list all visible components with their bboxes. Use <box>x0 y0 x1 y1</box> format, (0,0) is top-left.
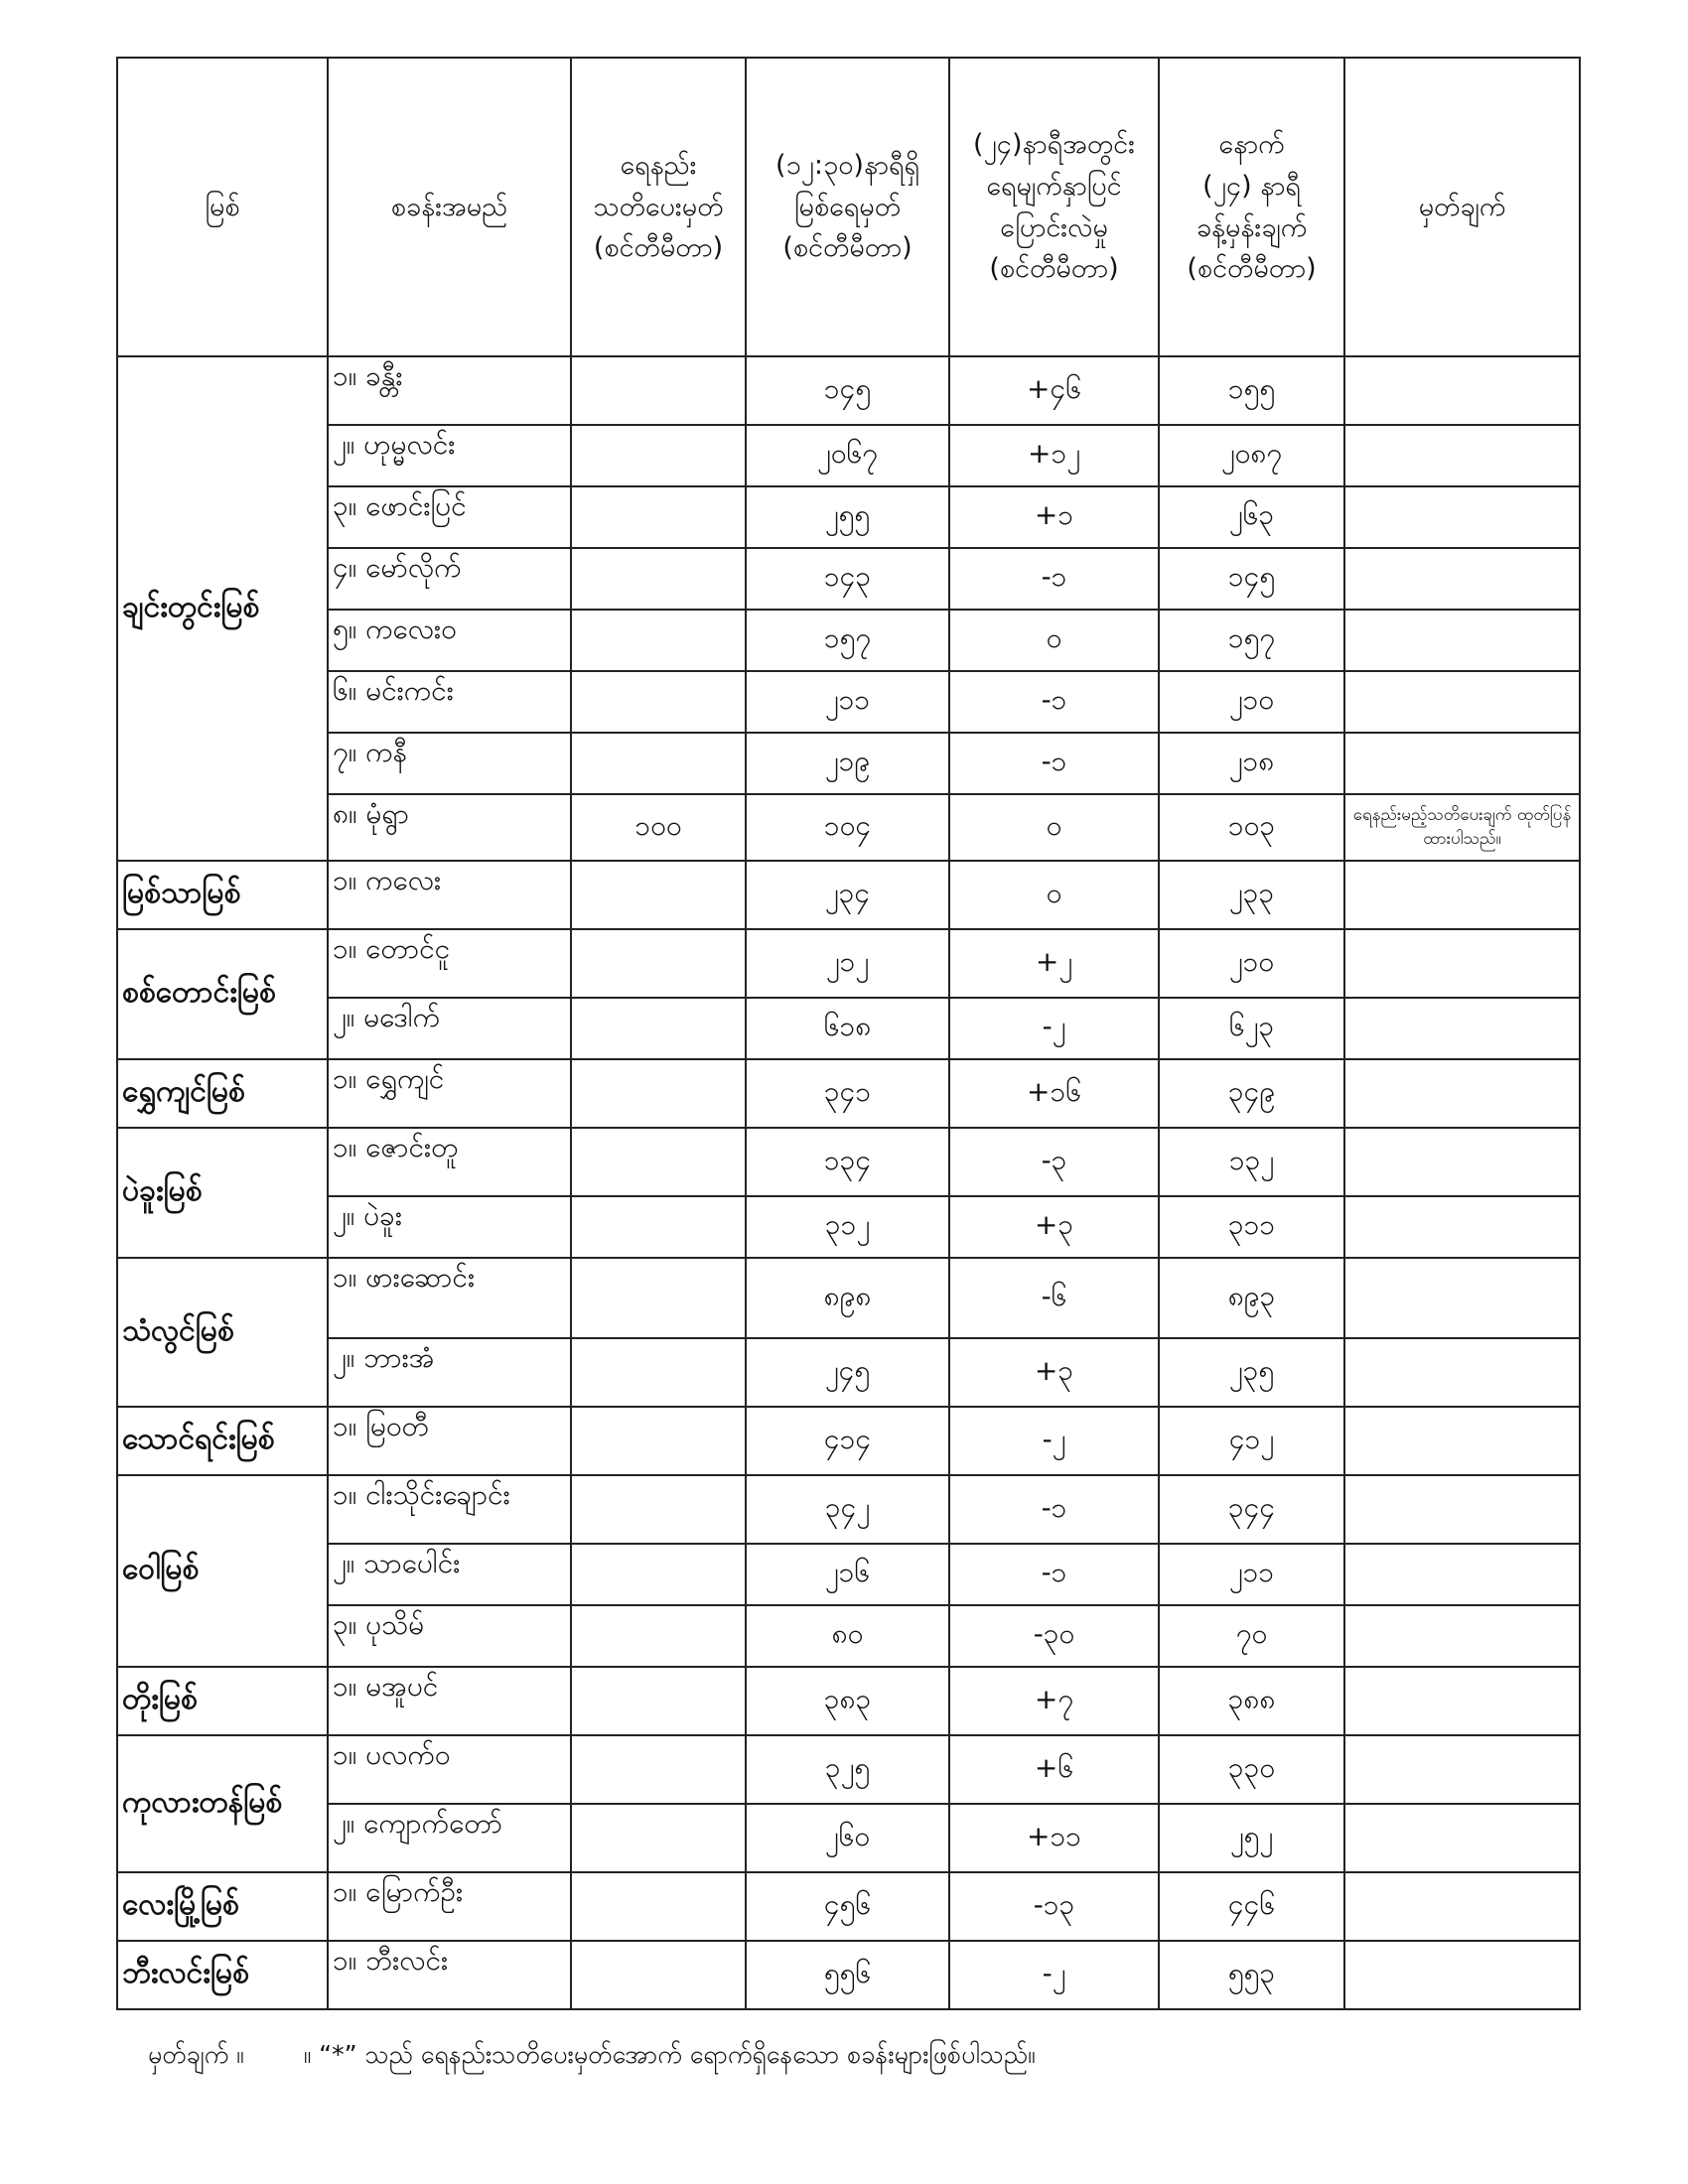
change-cell: -၁ <box>949 733 1159 794</box>
forecast-cell: ၃၄၄ <box>1159 1475 1344 1544</box>
level-cell: ၂၁၉ <box>746 733 949 794</box>
change-cell: +၁၆ <box>949 1059 1159 1128</box>
remark-cell <box>1344 1258 1580 1338</box>
table-row <box>117 486 1580 548</box>
change-cell: +၇ <box>949 1667 1159 1735</box>
remark-cell <box>1344 671 1580 733</box>
header-line: (၂၄) နာရီ <box>1202 170 1301 202</box>
change-cell: -၂ <box>949 1941 1159 2009</box>
level-cell: ၂၀၆၇ <box>746 425 949 486</box>
warning-cell <box>571 356 746 425</box>
river-name: ချင်းတွင်းမြစ် <box>117 356 328 861</box>
river-name: ဝေါမြစ် <box>117 1475 328 1667</box>
header-line: (စင်တီမီတာ) <box>593 232 724 264</box>
change-cell: +၁၂ <box>949 425 1159 486</box>
river-name: မြစ်သာမြစ် <box>117 861 328 929</box>
warning-cell <box>571 1735 746 1804</box>
table-row <box>117 1475 1580 1544</box>
remark-cell <box>1344 1128 1580 1196</box>
change-cell: -၁ <box>949 1544 1159 1605</box>
change-cell: +၂ <box>949 929 1159 998</box>
river-name: ပဲခူးမြစ် <box>117 1128 328 1258</box>
level-cell: ၄၅၆ <box>746 1872 949 1941</box>
remark-cell <box>1344 998 1580 1059</box>
warning-cell <box>571 1338 746 1407</box>
level-cell: ၂၅၅ <box>746 486 949 548</box>
level-cell: ၆၁၈ <box>746 998 949 1059</box>
forecast-cell: ၇၀ <box>1159 1605 1344 1667</box>
level-cell: ၁၅၇ <box>746 610 949 671</box>
change-cell: +၃ <box>949 1338 1159 1407</box>
forecast-cell: ၅၅၃ <box>1159 1941 1344 2009</box>
forecast-cell: ၂၃၃ <box>1159 861 1344 929</box>
remark-cell <box>1344 1059 1580 1128</box>
station-name: ၁။ ဇောင်းတူ <box>328 1128 571 1196</box>
river-name: သံလွင်မြစ် <box>117 1258 328 1407</box>
level-cell: ၁၃၄ <box>746 1128 949 1196</box>
forecast-cell: ၄၁၂ <box>1159 1407 1344 1475</box>
warning-cell <box>571 548 746 610</box>
station-name: ၆။ မင်းကင်း <box>328 671 571 733</box>
level-cell: ၂၁၁ <box>746 671 949 733</box>
warning-cell <box>571 1128 746 1196</box>
table-row <box>117 1941 1580 2009</box>
warning-cell <box>571 1059 746 1128</box>
river-name: တိုးမြစ် <box>117 1667 328 1735</box>
level-cell: ၁၄၅ <box>746 356 949 425</box>
table-row <box>117 425 1580 486</box>
table-row <box>117 610 1580 671</box>
station-name: ၁။ တောင်ငူ <box>328 929 571 998</box>
header-line: ရေမျက်နှာပြင် <box>986 170 1122 202</box>
header-line: သတိပေးမှတ် <box>593 191 724 222</box>
station-name: ၂။ ဘားအံ <box>328 1338 571 1407</box>
header-line: ရေနည်း <box>620 149 697 181</box>
warning-cell <box>571 733 746 794</box>
remark-cell <box>1344 1804 1580 1872</box>
level-cell: ၃၄၁ <box>746 1059 949 1128</box>
forecast-cell: ၃၁၁ <box>1159 1196 1344 1258</box>
warning-cell <box>571 998 746 1059</box>
forecast-cell: ၃၃၀ <box>1159 1735 1344 1804</box>
station-name: ၁။ ရွှေကျင် <box>328 1059 571 1128</box>
station-name: ၁။ မြဝတီ <box>328 1407 571 1475</box>
remark-cell <box>1344 1475 1580 1544</box>
forecast-cell: ၃၈၈ <box>1159 1667 1344 1735</box>
header-line: (စင်တီမီတာ) <box>989 253 1119 285</box>
warning-cell <box>571 861 746 929</box>
water-level-table <box>116 57 1581 2010</box>
river-name: လေးမြို့မြစ် <box>117 1872 328 1941</box>
table-row <box>117 1128 1580 1196</box>
header-line: ခန့်မှန်းချက် <box>1196 211 1308 243</box>
change-cell: ၀ <box>949 861 1159 929</box>
header-river <box>117 58 328 356</box>
warning-cell <box>571 1804 746 1872</box>
forecast-cell: ၄၄၆ <box>1159 1872 1344 1941</box>
river-name: ကုလားတန်မြစ် <box>117 1735 328 1872</box>
table-row <box>117 1735 1580 1804</box>
header-line: (၂၄)နာရီအတွင်း <box>972 128 1135 160</box>
station-name: ၂။ သာပေါင်း <box>328 1544 571 1605</box>
level-cell: ၈၉၈ <box>746 1258 949 1338</box>
table-row <box>117 1258 1580 1338</box>
remark-cell <box>1344 486 1580 548</box>
header-change-24h <box>949 58 1159 356</box>
table-body <box>117 356 1580 2009</box>
level-cell: ၂၆၀ <box>746 1804 949 1872</box>
change-cell: +၁ <box>949 486 1159 548</box>
station-name: ၁။ ကလေး <box>328 861 571 929</box>
remark-cell <box>1344 929 1580 998</box>
river-name: ရွှေကျင်မြစ် <box>117 1059 328 1128</box>
remark-cell <box>1344 861 1580 929</box>
header-remarks <box>1344 58 1580 356</box>
forecast-cell: ၁၅၇ <box>1159 610 1344 671</box>
station-name: ၅။ ကလေးဝ <box>328 610 571 671</box>
remark-cell: ရေနည်းမည့်သတိပေးချက် ထုတ်ပြန်ထားပါသည်။ <box>1344 794 1580 861</box>
forecast-cell: ၂၀၈၇ <box>1159 425 1344 486</box>
warning-cell <box>571 1605 746 1667</box>
header-line: စခန်းအမည် <box>390 191 508 222</box>
warning-cell <box>571 929 746 998</box>
remark-cell <box>1344 1544 1580 1605</box>
level-cell: ၃၂၅ <box>746 1735 949 1804</box>
station-name: ၃။ ဖောင်းပြင် <box>328 486 571 548</box>
change-cell: +၁၁ <box>949 1804 1159 1872</box>
table-row <box>117 1872 1580 1941</box>
level-cell: ၄၁၄ <box>746 1407 949 1475</box>
warning-cell <box>571 1258 746 1338</box>
change-cell: -၁ <box>949 671 1159 733</box>
footnote <box>148 2039 1036 2076</box>
forecast-cell: ၁၄၅ <box>1159 548 1344 610</box>
table-row <box>117 1804 1580 1872</box>
level-cell: ၁၀၄ <box>746 794 949 861</box>
header-line: ပြောင်းလဲမှု <box>1000 211 1108 243</box>
remark-cell <box>1344 1735 1580 1804</box>
station-name: ၁။ ဖားဆောင်း <box>328 1258 571 1338</box>
change-cell: -၂ <box>949 998 1159 1059</box>
table-row <box>117 1544 1580 1605</box>
station-name: ၇။ ကနီ <box>328 733 571 794</box>
remark-cell <box>1344 425 1580 486</box>
station-name: ၃။ ပုသိမ် <box>328 1605 571 1667</box>
change-cell: +၄၆ <box>949 356 1159 425</box>
forecast-cell: ၂၁၀ <box>1159 671 1344 733</box>
header-line: (စင်တီမီတာ) <box>782 232 913 264</box>
river-name: စစ်တောင်းမြစ် <box>117 929 328 1059</box>
header-water-level <box>746 58 949 356</box>
table-row <box>117 733 1580 794</box>
remark-cell <box>1344 610 1580 671</box>
warning-cell <box>571 1872 746 1941</box>
table-row <box>117 998 1580 1059</box>
warning-cell <box>571 1407 746 1475</box>
header-line: မြစ် <box>205 191 240 222</box>
change-cell: -၁ <box>949 1475 1159 1544</box>
table-row <box>117 1605 1580 1667</box>
forecast-cell: ၆၂၃ <box>1159 998 1344 1059</box>
forecast-cell: ၁၃၂ <box>1159 1128 1344 1196</box>
forecast-cell: ၂၆၃ <box>1159 486 1344 548</box>
remark-cell <box>1344 1196 1580 1258</box>
remark-cell <box>1344 1605 1580 1667</box>
forecast-cell: ၂၅၂ <box>1159 1804 1344 1872</box>
station-name: ၂။ ဟုမ္မလင်း <box>328 425 571 486</box>
change-cell: +၃ <box>949 1196 1159 1258</box>
level-cell: ၂၁၂ <box>746 929 949 998</box>
remark-cell <box>1344 1407 1580 1475</box>
table-row <box>117 1196 1580 1258</box>
warning-cell <box>571 1196 746 1258</box>
warning-cell <box>571 1475 746 1544</box>
change-cell: -၃၀ <box>949 1605 1159 1667</box>
warning-cell <box>571 1941 746 2009</box>
remark-cell <box>1344 548 1580 610</box>
station-name: ၁။ မအူပင် <box>328 1667 571 1735</box>
station-name: ၂။ ကျောက်တော် <box>328 1804 571 1872</box>
level-cell: ၁၄၃ <box>746 548 949 610</box>
warning-cell <box>571 671 746 733</box>
table-row <box>117 1667 1580 1735</box>
forecast-cell: ၂၁၈ <box>1159 733 1344 794</box>
remark-cell <box>1344 1941 1580 2009</box>
table-row <box>117 794 1580 861</box>
station-name: ၁။ ငါးသိုင်းချောင်း <box>328 1475 571 1544</box>
header-line: မြစ်ရေမှတ် <box>793 191 902 222</box>
table-row <box>117 548 1580 610</box>
header-line: (စင်တီမီတာ) <box>1187 253 1317 285</box>
footnote-label: မှတ်ချက် ။ <box>148 2040 244 2069</box>
header-line: နောက် <box>1218 128 1285 160</box>
header-low-warning <box>571 58 746 356</box>
table-header-row <box>117 58 1580 356</box>
level-cell: ၃၄၂ <box>746 1475 949 1544</box>
river-name: ဘီးလင်းမြစ် <box>117 1941 328 2009</box>
level-cell: ၃၁၂ <box>746 1196 949 1258</box>
header-line: (၁၂:၃၀)နာရီရှိ <box>774 149 920 181</box>
level-cell: ၃၈၃ <box>746 1667 949 1735</box>
station-name: ၁။ မြောက်ဦး <box>328 1872 571 1941</box>
change-cell: -၆ <box>949 1258 1159 1338</box>
table-row <box>117 356 1580 425</box>
change-cell: ၀ <box>949 794 1159 861</box>
change-cell: -၂ <box>949 1407 1159 1475</box>
table-row <box>117 1407 1580 1475</box>
change-cell: +၆ <box>949 1735 1159 1804</box>
change-cell: -၁ <box>949 548 1159 610</box>
forecast-cell: ၁၅၅ <box>1159 356 1344 425</box>
header-forecast-24h <box>1159 58 1344 356</box>
table-row <box>117 1338 1580 1407</box>
table-row <box>117 929 1580 998</box>
change-cell: -၁၃ <box>949 1872 1159 1941</box>
station-name: ၁။ ခန္တီး <box>328 356 571 425</box>
station-name: ၂။ ပဲခူး <box>328 1196 571 1258</box>
header-station <box>328 58 571 356</box>
warning-cell: ၁၀၀ <box>571 794 746 861</box>
station-name: ၂။ မဒေါက် <box>328 998 571 1059</box>
river-name: သောင်ရင်းမြစ် <box>117 1407 328 1475</box>
warning-cell <box>571 425 746 486</box>
forecast-cell: ၂၁၀ <box>1159 929 1344 998</box>
warning-cell <box>571 1667 746 1735</box>
warning-cell <box>571 486 746 548</box>
table-row <box>117 1059 1580 1128</box>
remark-cell <box>1344 1667 1580 1735</box>
forecast-cell: ၃၄၉ <box>1159 1059 1344 1128</box>
remark-cell <box>1344 1872 1580 1941</box>
change-cell: -၃ <box>949 1128 1159 1196</box>
level-cell: ၅၅၆ <box>746 1941 949 2009</box>
remark-cell <box>1344 356 1580 425</box>
remark-cell <box>1344 733 1580 794</box>
level-cell: ၈၀ <box>746 1605 949 1667</box>
table-row <box>117 861 1580 929</box>
change-cell: ၀ <box>949 610 1159 671</box>
forecast-cell: ၂၁၁ <box>1159 1544 1344 1605</box>
station-name: ၁။ ဘီးလင်း <box>328 1941 571 2009</box>
table-row <box>117 671 1580 733</box>
level-cell: ၂၁၆ <box>746 1544 949 1605</box>
level-cell: ၂၃၄ <box>746 861 949 929</box>
warning-cell <box>571 1544 746 1605</box>
remark-cell <box>1344 1338 1580 1407</box>
level-cell: ၂၄၅ <box>746 1338 949 1407</box>
warning-cell <box>571 610 746 671</box>
footnote-text: ။ “*” သည် ရေနည်းသတိပေးမှတ်အောက် ရောက်ရှိနေသော စခန်းများဖြစ်ပါသည်။ <box>303 2040 1036 2069</box>
header-line: မှတ်ချက် <box>1418 191 1506 222</box>
station-name: ၁။ ပလက်ဝ <box>328 1735 571 1804</box>
forecast-cell: ၁၀၃ <box>1159 794 1344 861</box>
station-name: ၈။ မုံရွာ <box>328 794 571 861</box>
forecast-cell: ၂၃၅ <box>1159 1338 1344 1407</box>
station-name: ၄။ မော်လိုက် <box>328 548 571 610</box>
forecast-cell: ၈၉၃ <box>1159 1258 1344 1338</box>
